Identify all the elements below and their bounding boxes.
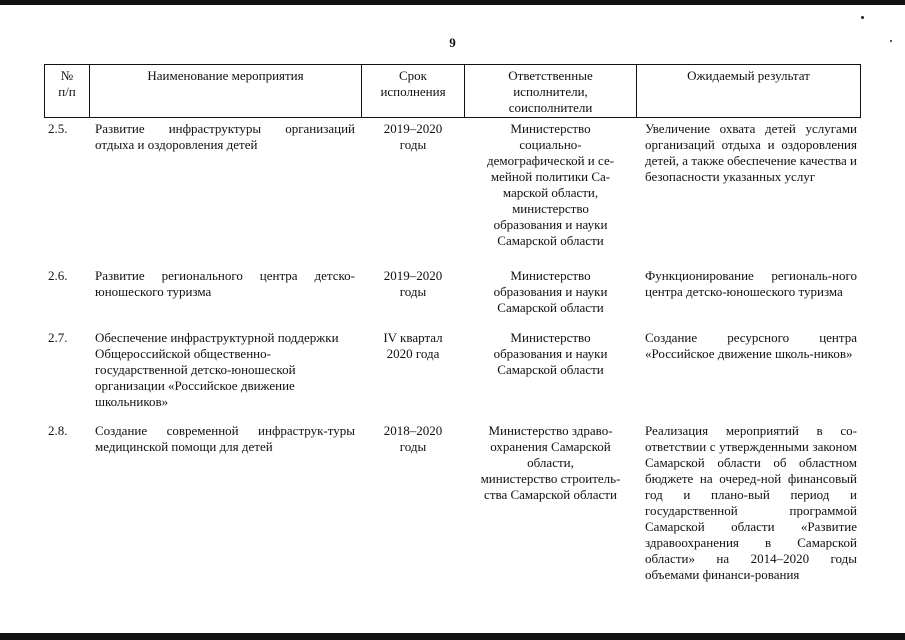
row-number: 2.8. xyxy=(48,423,68,438)
row-name: Развитие регионального центра детско-юношеского туризма xyxy=(95,268,355,299)
scan-speck xyxy=(861,16,864,19)
row-term: 2019–2020 годы xyxy=(383,268,443,299)
header-name: Наименование мероприятия xyxy=(147,68,304,83)
scan-top-border xyxy=(0,0,905,5)
header-term: Срок исполнения xyxy=(380,68,446,99)
row-number: 2.5. xyxy=(48,121,68,136)
header-result: Ожидаемый результат xyxy=(687,68,810,83)
row-result: Создание ресурсного центра «Российское движение школь-ников» xyxy=(645,330,857,361)
table-header-top-rule xyxy=(44,64,861,65)
row-responsible: Министерство социально- демографической и се- мейной политики Са- марской области, министерство образования и науки Самарской области xyxy=(486,121,615,248)
header-num: № п/п xyxy=(58,68,76,99)
row-number: 2.6. xyxy=(48,268,68,283)
row-responsible: Министерство здраво- охранения Самарской области, министерство строитель- ства Самарской области xyxy=(480,423,621,502)
row-term: IV квартал 2020 года xyxy=(383,330,443,361)
table-header-border xyxy=(860,64,861,118)
row-term: 2019–2020 годы xyxy=(383,121,443,152)
scan-bottom-border xyxy=(0,633,905,640)
page-number: 9 xyxy=(449,35,456,50)
row-name: Развитие инфраструктуры организаций отдыха и оздоровления детей xyxy=(95,121,355,152)
row-result: Увеличение охвата детей услугами организаций отдыха и оздоровления детей, а также обеспечение качества и безопасности указанных услуг xyxy=(645,121,857,184)
row-responsible: Министерство образования и науки Самарской области xyxy=(493,330,608,377)
row-name: Обеспечение инфраструктурной поддержки Общероссийской общественно-государственной детско-юношеской организации «Российское движение школьников» xyxy=(95,330,339,409)
row-number: 2.7. xyxy=(48,330,68,345)
table-header-bottom-rule xyxy=(44,117,861,118)
row-name: Создание современной инфраструк-туры медицинской помощи для детей xyxy=(95,423,355,454)
row-responsible: Министерство образования и науки Самарской области xyxy=(493,268,608,315)
row-result: Функционирование региональ-ного центра детско-юношеского туризма xyxy=(645,268,857,299)
header-responsible: Ответственные исполнители, соисполнители xyxy=(508,68,593,115)
row-term: 2018–2020 годы xyxy=(383,423,443,454)
row-result: Реализация мероприятий в со-ответствии с утвержденными законом Самарской области об областном бюджете на очеред-ной финансовый год и плано-вый период и государственной программой Самарской области «Развитие здравоохранения в Самарской области» на 2014–2020 годы объемами финанси-рования xyxy=(645,423,857,582)
